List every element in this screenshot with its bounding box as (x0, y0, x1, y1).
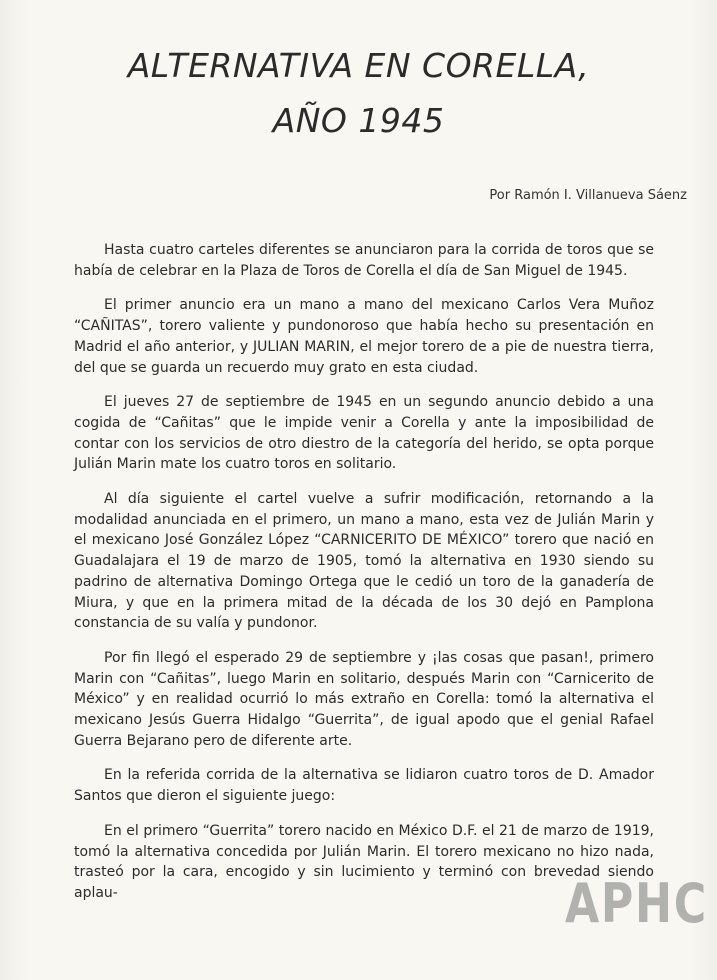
paragraph: El jueves 27 de septiembre de 1945 en un segundo anuncio debido a una cogida de “Cañitas” que le impide venir a Corella y ante la imposibilidad de contar con los servicios de otro diestro de la categoría del herido, se opta porque Julián Marin mate los cuatro toros en solitario. (74, 394, 654, 473)
article-byline: Por Ramón I. Villanueva Sáenz (489, 188, 687, 203)
article-body (74, 240, 654, 918)
paragraph: Por fin llegó el esperado 29 de septiembre y ¡las cosas que pasan!, primero Marin con “Cañitas”, luego Marin en solitario, después Marin con “Carnicerito de México” y en realidad ocurrió lo más extraño en Corella: tomó la alternativa el mexicano Jesús Guerra Hidalgo “Guerrita”, de igual apodo que el genial Rafael Guerra Bejarano pero de diferente arte. (74, 649, 654, 749)
paragraph: En el primero “Guerrita” torero nacido en México D.F. el 21 de marzo de 1919, tomó la alternativa concedida por Julián Marin. El torero mexicano no hizo nada, trasteó por la cara, encogido y sin lucimiento y terminó con brevedad siendo aplau- (74, 822, 654, 901)
paragraph: En la referida corrida de la alternativa se lidiaron cuatro toros de D. Amador Santos que dieron el siguiente juego: (74, 767, 654, 805)
article-title-line-1: ALTERNATIVA EN CORELLA, (127, 46, 590, 85)
article-title-line-2: AÑO 1945 (272, 101, 445, 140)
paragraph: Hasta cuatro carteles diferentes se anunciaron para la corrida de toros que se había de celebrar en la Plaza de Toros de Corella el día de San Miguel de 1945. (74, 242, 654, 279)
watermark-logo: APHC (565, 872, 708, 935)
paragraph: El primer anuncio era un mano a mano del mexicano Carlos Vera Muñoz “CAÑITAS”, torero valiente y pundonoroso que había hecho su presentación en Madrid el año anterior, y JULIAN MARIN, el mejor torero de a pie de nuestra tierra, del que se guarda un recuerdo muy grato en esta ciudad. (74, 297, 654, 376)
paragraph: Al día siguiente el cartel vuelve a sufrir modificación, retornando a la modalidad anunciada en el primero, un mano a mano, esta vez de Julián Marin y el mexicano José González López “CARNICERITO DE MÉXICO” torero que nació en Guadalajara el 19 de marzo de 1905, tomó la alternativa en 1930 siendo su padrino de alternativa Domingo Ortega que le cedió un toro de la ganadería de Miura, y que en la primera mitad de la década de los 30 dejó en Pamplona constancia de su valía y pundonor. (74, 491, 654, 632)
